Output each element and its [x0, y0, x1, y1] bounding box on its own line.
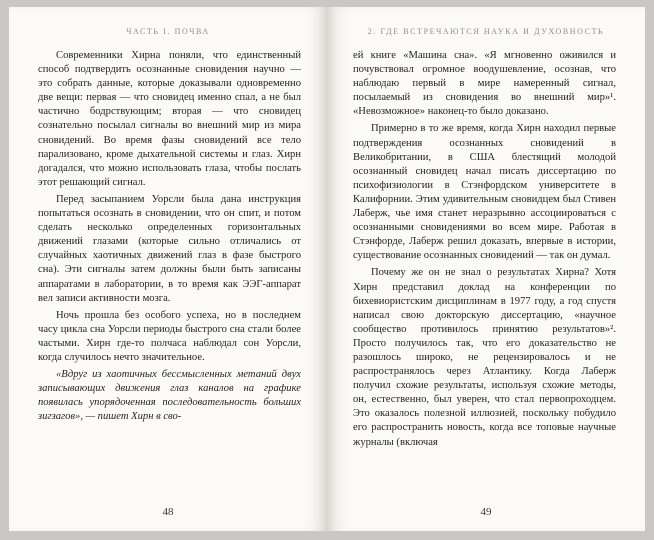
- left-running-head: ЧАСТЬ I. ПОЧВА: [126, 27, 210, 36]
- paragraph-continuation: ей книге «Машина сна». «Я мгновенно оживился и почувствовал огромное воодушевление, осознав, что наблюдаю первый в мире намеренный сигнал, посылаемый из сновидения во внешний мир»¹. «Невозможное» наконец-то было доказано.: [353, 50, 616, 118]
- paragraph: Перед засыпанием Уорсли была дана инструкция попытаться осознать в сновидении, что он спит, и потом сделать несколько определенных горизонтальных движений глазами (которые сильно отличались от случайных хаотичных движений глаз в фазе быстрого сна). Эти сигналы затем должны были быть записаны аппаратами в лаборатории, в то время как ЭЭГ-аппарат вел записи активности мозга.: [38, 193, 301, 304]
- paragraph: Примерно в то же время, когда Хирн находил первые подтверждения осознанных сновидений в Великобритании, в США блестящий молодой осознанный сновидец начал писать диссертацию по психофизиологии в Стэнфордском университете в Калифорнии. Этим удивительным сновидцем был Стивен Лаберж, чье имя станет неразрывно ассоциироваться с осознанными сновидениями во всем мире. Работая в Стэнфорде, Лаберж решил доказать, впервые в истории, существование осознанных сновидений — так он думал.: [353, 123, 616, 262]
- paragraph: Ночь прошла без особого успеха, но в последнем часу цикла сна Уорсли периоды быстрого сна стали более частыми. Хирн где-то полчаса наблюдал сон Уорсли, когда случилось нечто значительное.: [38, 309, 301, 363]
- right-page-body: [327, 49, 645, 450]
- page-left: [9, 7, 327, 531]
- paragraph: Современники Хирна поняли, что единственный способ подтвердить осознанные сновидения научно — это собрать данные, которые доказывали одновременно две вещи: первая — что сновидец именно спал, а не был частично бодрствующим; вторая — что сновидец сознательно посылал сигналы во внешний мир из мира сновидений. Во время фазы сновидений все тело парализовано, кроме дыхательной системы и глаз. Хирн догадался, что можно использовать глаза, чтобы послать этот решающий сигнал.: [38, 50, 301, 188]
- right-page-number: 49: [480, 506, 492, 518]
- paragraph: Почему же он не знал о результатах Хирна? Хотя Хирн представил доклад на конференции по бихевиористским дисциплинам в 1977 году, а год спустя написал свою докторскую диссертацию, «научное сообщество противилось принятию результатов»². Просто получилось так, что его доказательство не разошлось широко, не рецензировалось и не распространялось через Атлантику. Когда Лаберж получил схожие результаты, используя схожие методы, он, естественно, был уверен, что стал первопроходцем. Это оказалось полезной иллюзией, поскольку побудило его распространить новость, когда все топовые научные журналы (включая: [353, 267, 616, 448]
- left-page-number: 48: [162, 506, 174, 518]
- paragraph-quote: «Вдруг из хаотичных бессмысленных метаний двух записывающих движения глаз каналов на графике появилась упорядоченная последовательность больших зигзагов», — пишет Хирн в сво-: [38, 369, 301, 423]
- left-page-body: [9, 49, 327, 424]
- page-right: [327, 7, 645, 531]
- right-running-head: 2. ГДЕ ВСТРЕЧАЮТСЯ НАУКА И ДУХОВНОСТЬ: [367, 27, 605, 36]
